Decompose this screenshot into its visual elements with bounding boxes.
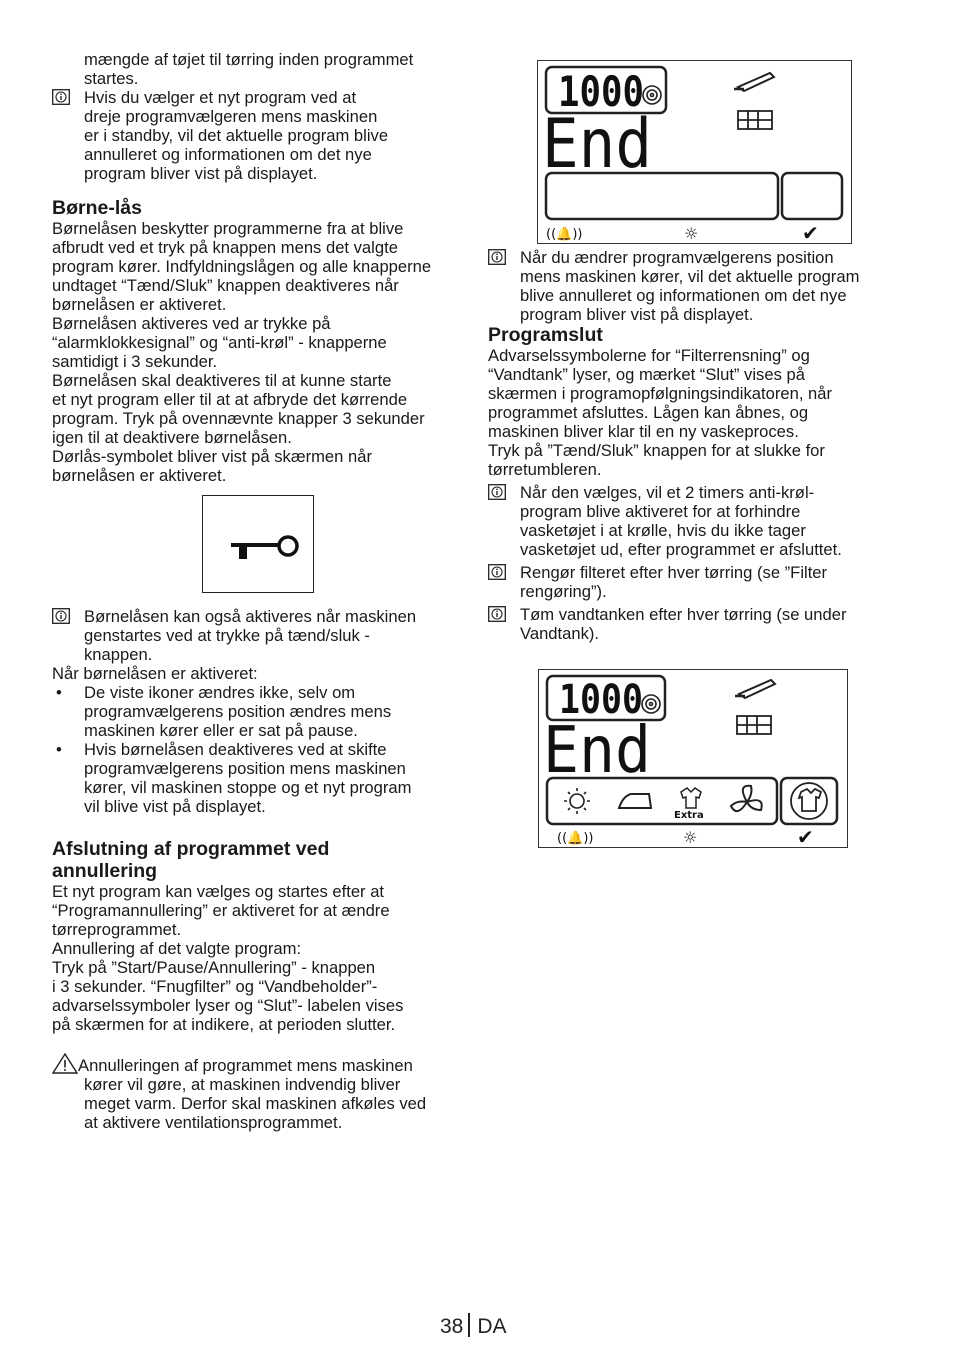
text-line: Når den vælges, vil et 2 timers anti-krøl- [520,483,815,502]
spin-icon [643,86,661,104]
text-line: børnelåsen er aktiveret. [52,466,227,485]
text-line: samtidigt i 3 sekunder. [52,352,218,371]
info-icon [52,89,70,105]
info-icon [52,608,70,624]
text-line: vil blive vist på displayet. [84,797,266,816]
lcd-end-text: End [542,105,652,184]
text-line: børnelåsen er aktiveret. [52,295,227,314]
text-line: Når du ændrer programvælgerens position [520,248,834,267]
child-lock-paragraphs [52,219,470,485]
water-tank-icon [737,716,771,734]
text-line: Hvis du vælger et nyt program ved at [84,88,357,107]
text-line: mens maskinen kører, vil det aktuelle program [520,267,860,286]
text-line: “alarmklokkesignal” og “anti-krøl” - knapperne [52,333,387,352]
checkmark-icon: ✔ [802,221,819,243]
alarm-bell-icon: ((🔔)) [557,831,594,846]
checkmark-icon: ✔ [797,825,814,847]
info-note-filter [488,563,904,601]
alarm-bell-icon: ((🔔)) [546,227,583,242]
text-line: Børnelåsen aktiveres ved ar trykke på [52,314,331,333]
text-line: dreje programvælgeren mens maskinen [84,107,378,126]
text-line: Tryk på ”Start/Pause/Annullering” - knappen [52,958,376,977]
info-note-standby [52,88,470,183]
text-line: De viste ikoner ændres ikke, selv om [84,683,356,702]
text-line: igen til at deaktivere børnelåsen. [52,428,292,447]
text-line: på skærmen for at indikere, at perioden slutter. [52,1015,396,1034]
program-end-paragraphs [488,346,904,479]
anti-crease-icon [791,783,827,819]
water-tank-icon [738,111,772,129]
text-line: afbrudt ved et tryk på knappen mens det valgte [52,238,398,257]
text-line: Annullering af det valgte program: [52,939,302,958]
text-line: program kører. Indfyldningslågen og alle knapperne [52,257,432,276]
text-line: Et nyt program kan vælges og startes efter at [52,882,385,901]
extra-label: Extra [674,810,704,821]
section-title-cancel [52,838,470,882]
text-line: Børnelåsen kan også aktiveres når maskinen [84,607,417,626]
text-line: “Vandtank” lyser, og mærket “Slut” vises på [488,365,805,384]
text-line: er i standby, vil det aktuelle program blive [84,126,389,145]
text-line: tørreprogrammet. [52,920,182,939]
text-line: program bliver vist på displayet. [84,164,318,183]
text-line: Annulleringen af programmet mens maskinen [78,1056,413,1075]
text-line: programmet afsluttes. Lågen kan åbnes, og [488,403,809,422]
text-line: programvælgerens position mens maskinen [84,759,406,778]
text-line: program bliver vist på displayet. [520,305,754,324]
text-line: Tryk på ”Tænd/Sluk” knappen for at slukke for [488,441,825,460]
text-line: Vandtank). [520,624,600,643]
info-icon [488,606,506,622]
bullet-dot: • [56,683,62,702]
fan-icon [731,786,762,811]
text-line: kører vil gøre, at maskinen indvendig bliver [84,1075,401,1094]
text-line: at aktivere ventilationsprogrammet. [84,1113,343,1132]
page-number: 38 [440,1315,464,1338]
lcd-digits: 1000 [559,677,643,723]
info-icon [488,249,506,265]
bullet-item [52,683,470,740]
lcd-display-end-1 [537,60,852,244]
text-line: vasketøjet i at krølle, hvis du ikke tager [520,521,806,540]
cancel-paragraphs [52,882,470,1034]
sun-icon: ☼ [683,828,698,847]
page-footer [440,1313,507,1340]
text-line: maskinen kører eller er sat på pause. [84,721,358,740]
text-line: vasketøjet ud, efter programmet er afsluttet. [520,540,842,559]
text-line: “Programannullering” er aktiveret for at ændre [52,901,390,920]
section-title-program-end: Programslut [488,324,603,346]
info-icon [488,484,506,500]
lcd-end-text: End [543,714,651,788]
text-line: startes. [84,69,139,88]
text-line: program. Tryk på ovennævnte knapper 3 sekunder [52,409,425,428]
text-line: rengøring”). [520,582,607,601]
info-note-water-tank [488,605,904,643]
lcd-digits: 1000 [558,67,644,116]
shirt-extra-icon [674,788,704,821]
text-line: skærmen i programopfølgningsindikatoren, når [488,384,833,403]
text-line: i 3 sekunder. “Fnugfilter” og “Vandbeholder”- [52,977,378,996]
lcd-artwork [538,61,851,243]
footer-separator [468,1313,470,1337]
bullet-item [52,740,470,816]
text-line: blive annulleret og informationen om det nye [520,286,847,305]
title-line: annullering [52,860,158,882]
filter-icon [734,73,774,91]
text-line: tørretumbleren. [488,460,602,479]
bullet-dot: • [56,740,62,759]
text-line: meget varm. Derfor skal maskinen afkøles ved [84,1094,427,1113]
intro-text [52,50,470,88]
text-line: Børnelåsen beskytter programmerne fra at blive [52,219,404,238]
text-line: mængde af tøjet til tørring inden programmet [84,50,414,69]
text-line: annulleret og informationen om det nye [84,145,372,164]
info-note-restart [52,607,470,664]
lcd-artwork [539,670,847,847]
key-icon [203,496,312,591]
text-line: Når børnelåsen er aktiveret: [52,664,258,683]
left-column [52,50,470,1132]
text-line: maskinen bliver klar til en ny vaskeproces. [488,422,799,441]
warning-icon [52,1053,78,1074]
section-title-child-lock: Børne-lås [52,197,142,219]
text-line: genstartes ved at trykke på tænd/sluk - [84,626,370,645]
info-icon [488,564,506,580]
text-line: Børnelåsen skal deaktiveres til at kunne starte [52,371,392,390]
right-column [488,248,904,643]
text-line: Hvis børnelåsen deaktiveres ved at skifte [84,740,387,759]
text-line: Advarselssymbolerne for “Filterrensning” og [488,346,810,365]
text-line: et nyt program eller til at at afbryde det kørrende [52,390,408,409]
info-note-anti-crease [488,483,904,559]
info-note-change-program [488,248,904,324]
warning-note [52,1056,470,1132]
text-line: Rengør filteret efter hver tørring (se ”Filter [520,563,828,582]
filter-icon [735,680,775,698]
key-symbol-box [202,495,314,593]
text-line: Tøm vandtanken efter hver tørring (se under [520,605,847,624]
text-line: kører, vil maskinen stoppe og et nyt program [84,778,412,797]
language-code: DA [477,1315,507,1338]
spin-icon [642,695,660,713]
text-line: Dørlås-symbolet bliver vist på skærmen når [52,447,372,466]
lcd-display-end-2 [538,669,848,848]
text-line: program blive aktiveret for at forhindre [520,502,801,521]
title-line: Afslutning af programmet ved [52,838,330,860]
text-line: programvælgerens position ændres mens [84,702,392,721]
iron-icon [619,794,651,808]
text-line: undtaget “Tænd/Sluk” knappen deaktiveres når [52,276,399,295]
text-line: advarselssymboler lyser og “Slut”- labelen vises [52,996,404,1015]
sun-icon: ☼ [684,224,699,243]
sun-icon [564,788,590,814]
text-line: knappen. [84,645,153,664]
